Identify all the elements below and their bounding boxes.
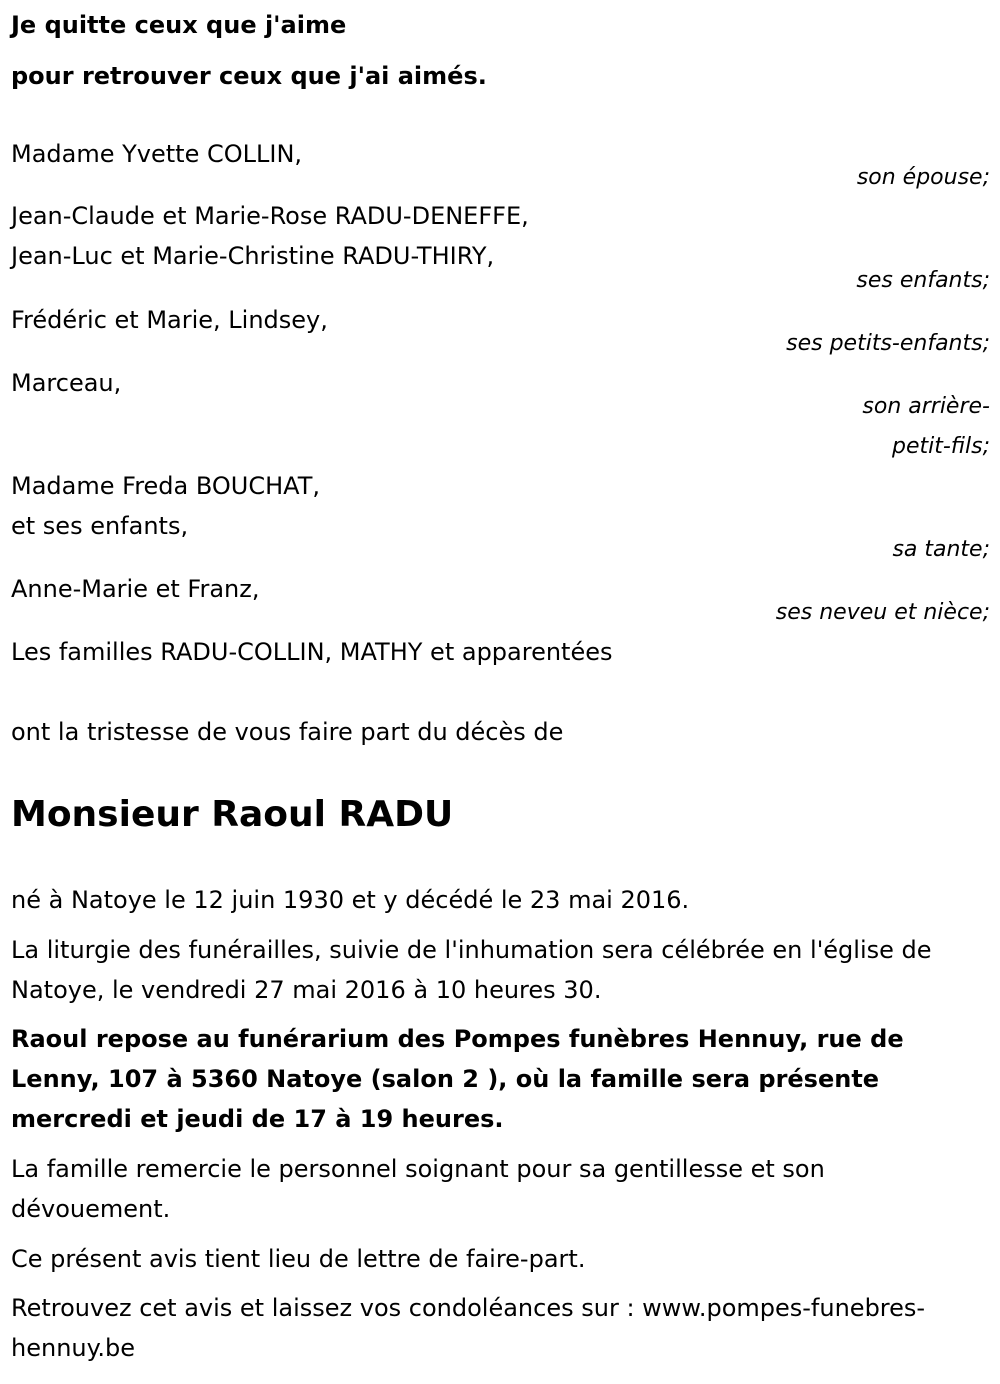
announcement-text: ont la tristesse de vous faire part du décès de xyxy=(11,718,564,746)
great-grandson-role-line-2: petit-fils; xyxy=(891,434,990,459)
deceased-name: Monsieur Raoul RADU xyxy=(11,794,454,835)
related-families: Les familles RADU-COLLIN, MATHY et apparentées xyxy=(11,638,613,666)
epigraph-line-2: pour retrouver ceux que j'ai aimés. xyxy=(11,62,487,90)
condolences-link-text: Retrouvez cet avis et laissez vos condoléances sur : www.pompes-funebres-hennuy.be xyxy=(11,1294,926,1362)
birth-death-dates: né à Natoye le 12 juin 1930 et y décédé le 23 mai 2016. xyxy=(11,886,690,914)
great-grandson-name: Marceau, xyxy=(11,369,122,397)
child-2-name: Jean-Luc et Marie-Christine RADU-THIRY, xyxy=(11,242,495,270)
funerarium-info: Raoul repose au funérarium des Pompes funèbres Hennuy, rue de Lenny, 107 à 5360 Natoye (salon 2 ), où la famille sera présente mercredi et jeudi de 17 à 19 heures. xyxy=(11,1025,904,1133)
thanks-text: La famille remercie le personnel soignant pour sa gentillesse et son dévouement. xyxy=(11,1155,825,1223)
spouse-name: Madame Yvette COLLIN, xyxy=(11,140,303,168)
grandchildren-role: ses petits-enfants; xyxy=(786,331,990,356)
child-1-name: Jean-Claude et Marie-Rose RADU-DENEFFE, xyxy=(11,202,529,230)
aunt-name: Madame Freda BOUCHAT, xyxy=(11,472,321,500)
epigraph-line-1: Je quitte ceux que j'aime xyxy=(11,11,347,39)
great-grandson-role-line-1: son arrière- xyxy=(862,394,990,419)
nephew-niece-names: Anne-Marie et Franz, xyxy=(11,575,260,603)
aunt-role: sa tante; xyxy=(892,537,990,562)
spouse-role: son épouse; xyxy=(856,165,990,190)
grandchildren-names: Frédéric et Marie, Lindsey, xyxy=(11,306,328,334)
aunt-children: et ses enfants, xyxy=(11,512,189,540)
children-role: ses enfants; xyxy=(856,268,990,293)
liturgy-info: La liturgie des funérailles, suivie de l'inhumation sera célébrée en l'église de Natoye, le vendredi 27 mai 2016 à 10 heures 30. xyxy=(11,936,932,1004)
nephew-niece-role: ses neveu et nièce; xyxy=(775,600,990,625)
notice-text: Ce présent avis tient lieu de lettre de faire-part. xyxy=(11,1245,586,1273)
